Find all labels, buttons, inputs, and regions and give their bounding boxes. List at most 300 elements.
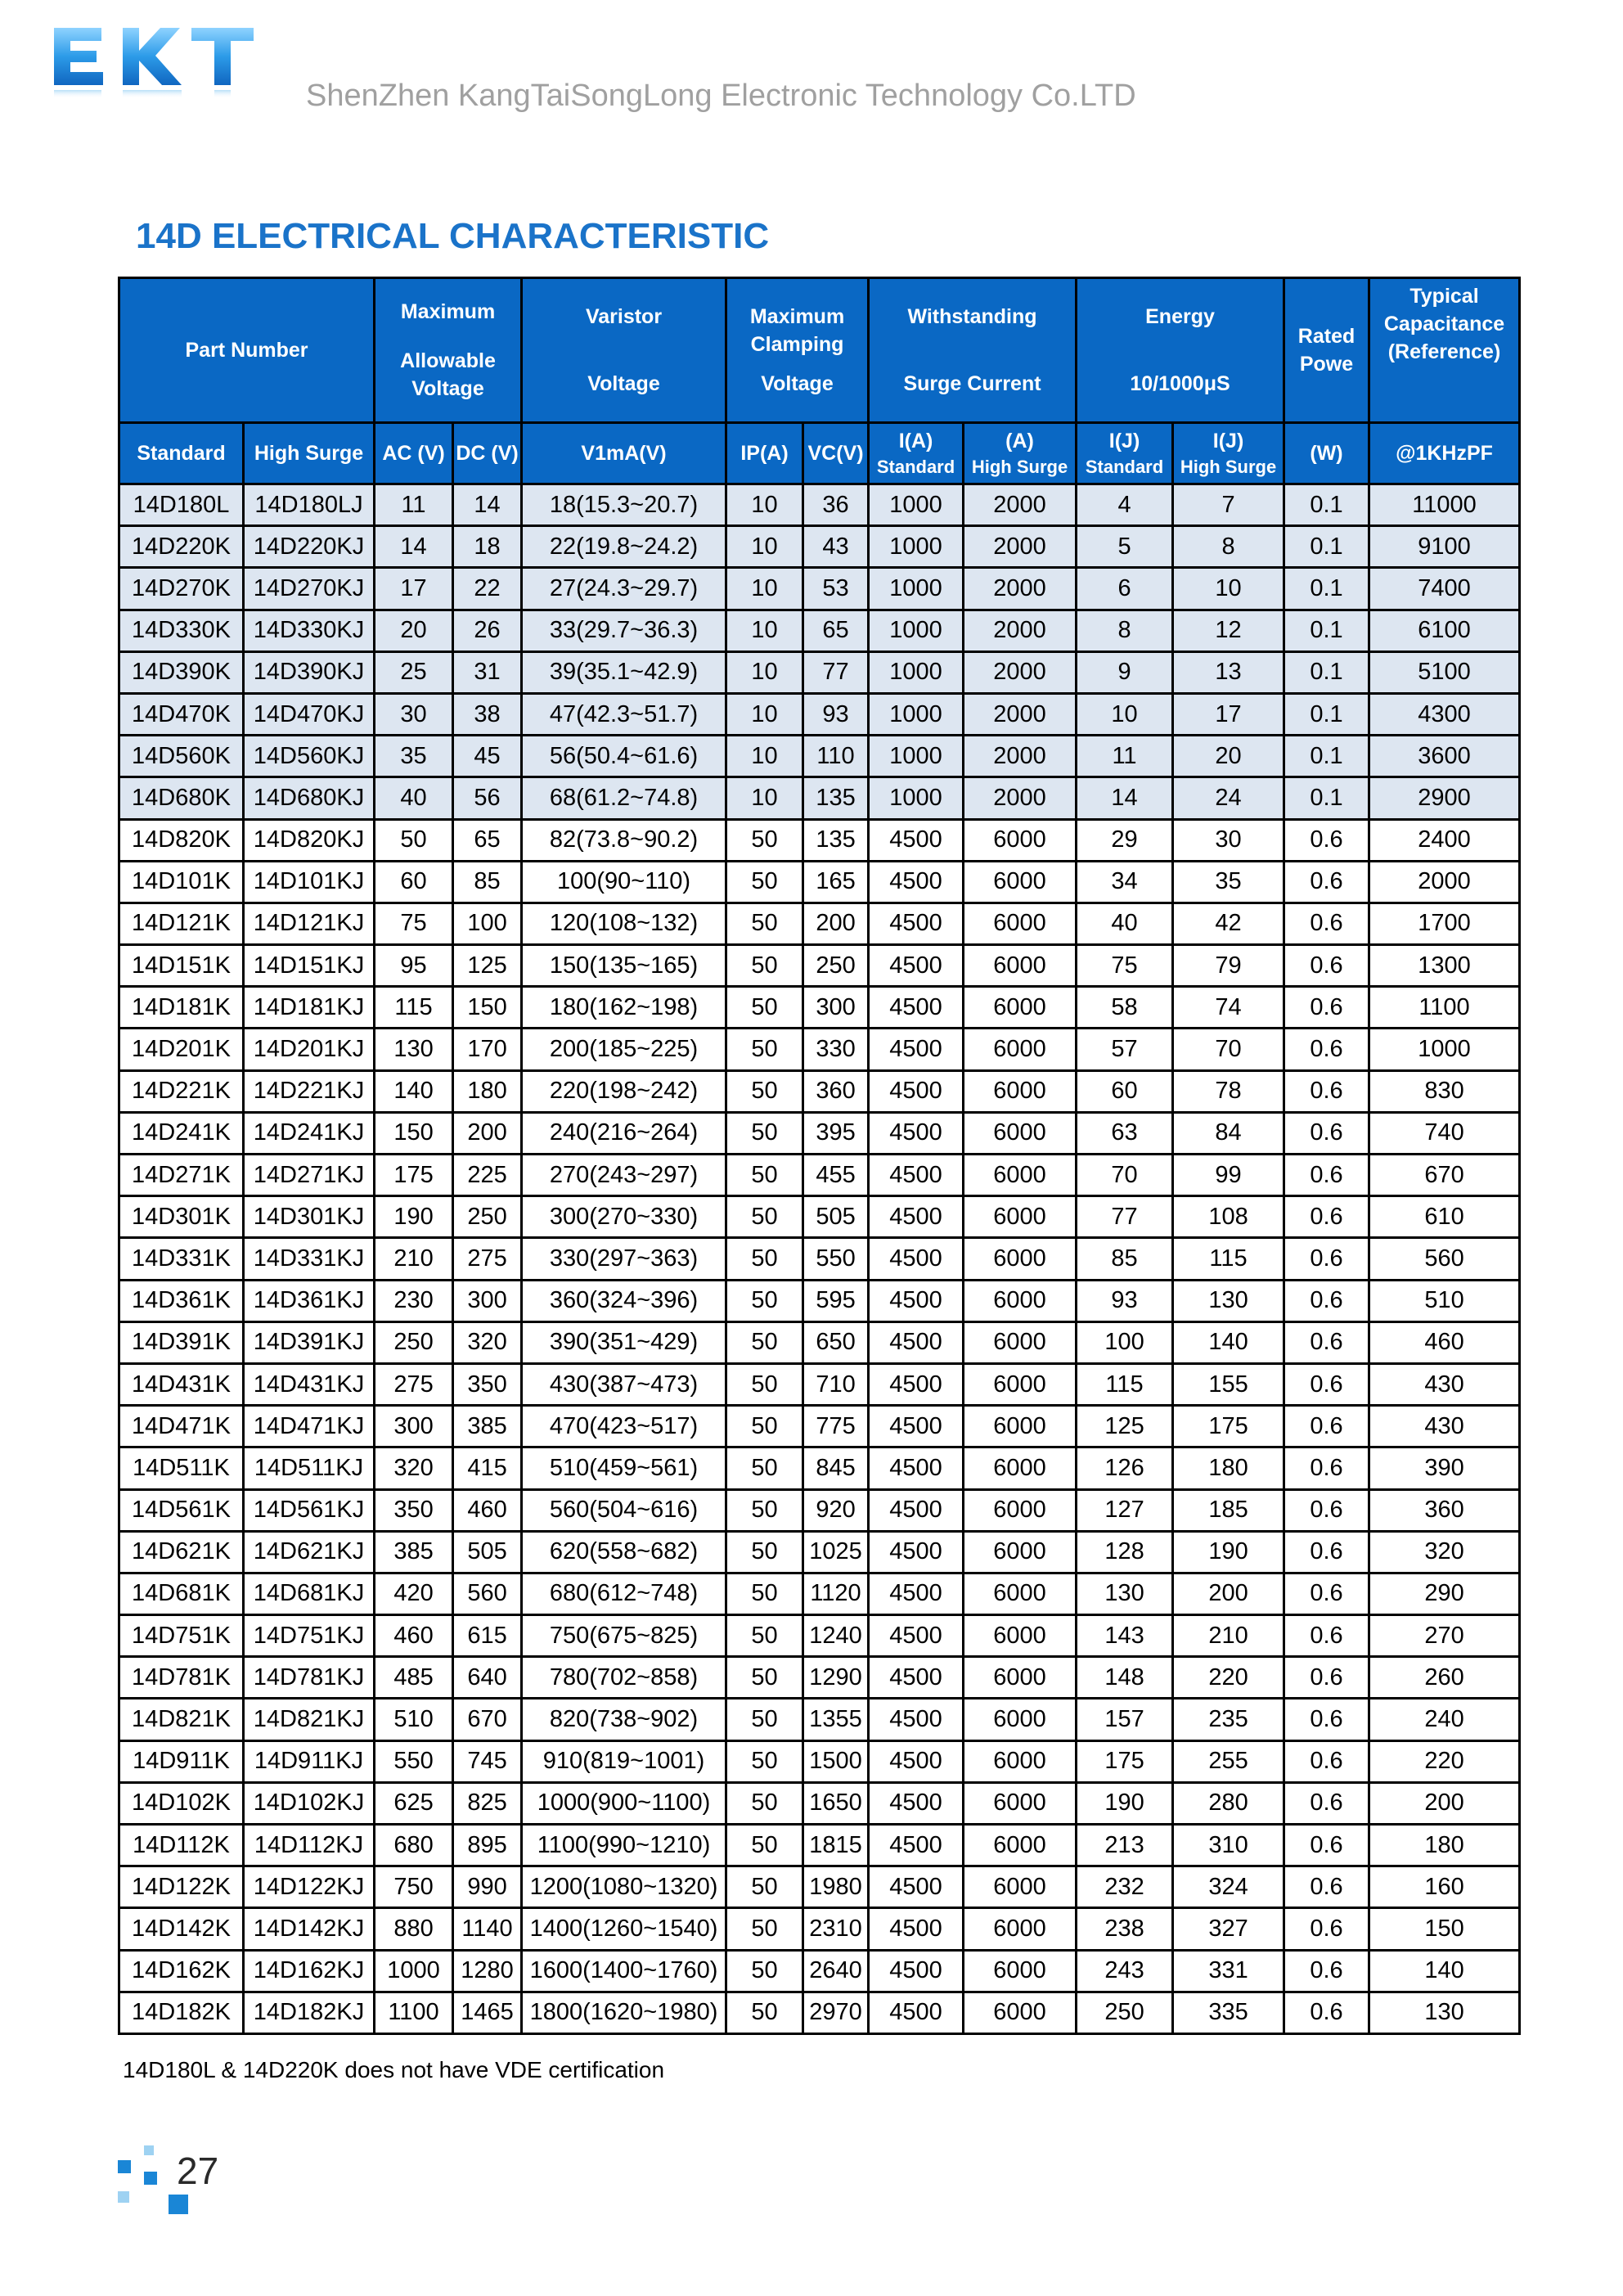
cell-ij-standard: 127 [1077,1489,1173,1531]
cell-capacitance: 510 [1369,1280,1520,1321]
cell-ip: 50 [726,1489,803,1531]
cell-ip: 50 [726,1908,803,1950]
cell-part-standard: 14D112K [119,1825,244,1866]
ekt-logo [47,23,260,121]
table-row [119,1573,1520,1614]
cell-rated-power: 0.1 [1284,651,1369,693]
cell-ij-high-surge: 175 [1173,1406,1284,1447]
header-withstanding-line1: Withstanding [907,305,1037,328]
table-row [119,1029,1520,1070]
cell-part-standard: 14D142K [119,1908,244,1950]
subheader-ij-high-surge-bottom: High Surge [1180,457,1277,477]
cell-ij-high-surge: 108 [1173,1196,1284,1238]
subheader-v1ma: V1mA(V) [522,423,726,484]
table-row [119,1238,1520,1280]
cell-vc: 2970 [803,1992,869,2033]
cell-varistor-voltage: 820(738~902) [522,1699,726,1740]
subheader-standard: Standard [119,423,244,484]
cell-ac-voltage: 35 [375,736,453,777]
cell-capacitance: 6100 [1369,610,1520,651]
cell-rated-power: 0.6 [1284,1029,1369,1070]
cell-part-high-surge: 14D781KJ [244,1657,375,1699]
cell-capacitance: 9100 [1369,526,1520,568]
cell-ij-high-surge: 324 [1173,1866,1284,1908]
cell-rated-power: 0.6 [1284,1155,1369,1196]
cell-ia-high-surge: 6000 [964,1070,1077,1112]
cell-ip: 50 [726,1740,803,1782]
table-row [119,1155,1520,1196]
cell-rated-power: 0.6 [1284,1280,1369,1321]
cell-ij-standard: 93 [1077,1280,1173,1321]
cell-ij-high-surge: 99 [1173,1155,1284,1196]
cell-ac-voltage: 385 [375,1531,453,1573]
cell-ia-high-surge: 6000 [964,987,1077,1029]
cell-dc-voltage: 460 [453,1489,522,1531]
cell-ip: 50 [726,1112,803,1154]
cell-ac-voltage: 11 [375,484,453,526]
cell-ia-standard: 4500 [869,819,964,861]
cell-varistor-voltage: 1800(1620~1980) [522,1992,726,2033]
cell-ac-voltage: 14 [375,526,453,568]
cell-ia-high-surge: 2000 [964,777,1077,819]
cell-capacitance: 140 [1369,1950,1520,1992]
cell-part-standard: 14D391K [119,1321,244,1363]
cell-ac-voltage: 50 [375,819,453,861]
cell-dc-voltage: 275 [453,1238,522,1280]
table-row [119,1992,1520,2033]
cell-part-standard: 14D122K [119,1866,244,1908]
cell-vc: 1980 [803,1866,869,1908]
cell-ia-standard: 1000 [869,526,964,568]
cell-dc-voltage: 505 [453,1531,522,1573]
header-clamping-line1: Maximum Clamping [749,305,845,356]
cell-ij-high-surge: 78 [1173,1070,1284,1112]
cell-ia-high-surge: 6000 [964,1740,1077,1782]
cell-part-high-surge: 14D142KJ [244,1908,375,1950]
cell-part-standard: 14D560K [119,736,244,777]
table-row [119,1363,1520,1405]
cell-ia-high-surge: 6000 [964,1280,1077,1321]
cell-rated-power: 0.6 [1284,1573,1369,1614]
cell-vc: 505 [803,1196,869,1238]
cell-vc: 135 [803,777,869,819]
cell-vc: 36 [803,484,869,526]
cell-vc: 53 [803,568,869,610]
cell-ij-standard: 125 [1077,1406,1173,1447]
cell-ac-voltage: 275 [375,1363,453,1405]
cell-varistor-voltage: 100(90~110) [522,861,726,903]
cell-ia-standard: 1000 [869,736,964,777]
cell-vc: 2640 [803,1950,869,1992]
cell-ac-voltage: 485 [375,1657,453,1699]
cell-vc: 250 [803,945,869,987]
cell-ia-high-surge: 6000 [964,1699,1077,1740]
cell-capacitance: 430 [1369,1406,1520,1447]
cell-vc: 550 [803,1238,869,1280]
cell-varistor-voltage: 82(73.8~90.2) [522,819,726,861]
cell-part-standard: 14D241K [119,1112,244,1154]
cell-rated-power: 0.6 [1284,945,1369,987]
cell-ip: 50 [726,1238,803,1280]
cell-part-high-surge: 14D431KJ [244,1363,375,1405]
cell-ij-standard: 5 [1077,526,1173,568]
cell-ac-voltage: 150 [375,1112,453,1154]
cell-ij-standard: 143 [1077,1615,1173,1657]
cell-dc-voltage: 150 [453,987,522,1029]
cell-part-high-surge: 14D911KJ [244,1740,375,1782]
cell-ij-standard: 63 [1077,1112,1173,1154]
cell-ia-standard: 4500 [869,1992,964,2033]
cell-capacitance: 11000 [1369,484,1520,526]
subheader-ia-standard [869,423,964,484]
cell-dc-voltage: 18 [453,526,522,568]
cell-part-high-surge: 14D220KJ [244,526,375,568]
cell-varistor-voltage: 1400(1260~1540) [522,1908,726,1950]
cell-part-high-surge: 14D101KJ [244,861,375,903]
cell-ia-standard: 4500 [869,861,964,903]
cell-ia-high-surge: 6000 [964,1950,1077,1992]
table-row [119,1866,1520,1908]
table-row [119,1112,1520,1154]
cell-part-high-surge: 14D471KJ [244,1406,375,1447]
cell-ip: 50 [726,1196,803,1238]
cell-ij-standard: 130 [1077,1573,1173,1614]
cell-vc: 77 [803,651,869,693]
header-max-allowable-line2: Allowable Voltage [400,349,496,400]
subheader-cap: @1KHzPF [1369,423,1520,484]
cell-capacitance: 240 [1369,1699,1520,1740]
cell-ac-voltage: 210 [375,1238,453,1280]
cell-ij-standard: 190 [1077,1782,1173,1824]
cell-ij-high-surge: 13 [1173,651,1284,693]
cell-capacitance: 2400 [1369,819,1520,861]
cell-part-standard: 14D431K [119,1363,244,1405]
cell-ia-high-surge: 6000 [964,1238,1077,1280]
cell-capacitance: 360 [1369,1489,1520,1531]
cell-ac-voltage: 20 [375,610,453,651]
cell-part-high-surge: 14D470KJ [244,693,375,735]
cell-rated-power: 0.1 [1284,610,1369,651]
cell-part-standard: 14D781K [119,1657,244,1699]
table-row [119,1908,1520,1950]
cell-ia-standard: 4500 [869,1657,964,1699]
cell-ij-high-surge: 200 [1173,1573,1284,1614]
cell-dc-voltage: 26 [453,610,522,651]
cell-ij-standard: 115 [1077,1363,1173,1405]
cell-dc-voltage: 320 [453,1321,522,1363]
cell-dc-voltage: 250 [453,1196,522,1238]
cell-rated-power: 0.6 [1284,1782,1369,1824]
cell-ia-standard: 1000 [869,651,964,693]
cell-varistor-voltage: 33(29.7~36.3) [522,610,726,651]
cell-part-standard: 14D331K [119,1238,244,1280]
cell-ia-high-surge: 2000 [964,736,1077,777]
cell-capacitance: 220 [1369,1740,1520,1782]
cell-ip: 50 [726,1657,803,1699]
cell-ia-high-surge: 6000 [964,903,1077,944]
cell-ac-voltage: 550 [375,1740,453,1782]
cell-ac-voltage: 40 [375,777,453,819]
cell-vc: 1500 [803,1740,869,1782]
cell-rated-power: 0.6 [1284,1489,1369,1531]
cell-rated-power: 0.6 [1284,1740,1369,1782]
cell-part-high-surge: 14D151KJ [244,945,375,987]
cell-part-standard: 14D471K [119,1406,244,1447]
cell-ij-high-surge: 7 [1173,484,1284,526]
cell-varistor-voltage: 22(19.8~24.2) [522,526,726,568]
table-row [119,484,1520,526]
table-row [119,945,1520,987]
table-row [119,1321,1520,1363]
cell-ia-standard: 4500 [869,1363,964,1405]
cell-capacitance: 270 [1369,1615,1520,1657]
cell-ij-high-surge: 17 [1173,693,1284,735]
cell-vc: 455 [803,1155,869,1196]
cell-part-high-surge: 14D182KJ [244,1992,375,2033]
cell-varistor-voltage: 430(387~473) [522,1363,726,1405]
cell-dc-voltage: 225 [453,1155,522,1196]
cell-ia-high-surge: 6000 [964,1657,1077,1699]
cell-varistor-voltage: 360(324~396) [522,1280,726,1321]
cell-varistor-voltage: 180(162~198) [522,987,726,1029]
cell-dc-voltage: 45 [453,736,522,777]
cell-ia-standard: 4500 [869,1029,964,1070]
cell-ac-voltage: 17 [375,568,453,610]
cell-rated-power: 0.6 [1284,819,1369,861]
cell-ij-high-surge: 235 [1173,1699,1284,1740]
cell-capacitance: 3600 [1369,736,1520,777]
cell-part-high-surge: 14D511KJ [244,1447,375,1489]
table-row [119,568,1520,610]
cell-dc-voltage: 100 [453,903,522,944]
cell-part-high-surge: 14D201KJ [244,1029,375,1070]
cell-part-standard: 14D270K [119,568,244,610]
cell-varistor-voltage: 1200(1080~1320) [522,1866,726,1908]
cell-ip: 10 [726,526,803,568]
cell-ia-high-surge: 6000 [964,1573,1077,1614]
cell-ia-high-surge: 6000 [964,1782,1077,1824]
subheader-ia-high-surge-bottom: High Surge [971,457,1068,477]
cell-varistor-voltage: 68(61.2~74.8) [522,777,726,819]
cell-part-standard: 14D390K [119,651,244,693]
subheader-ia-high-surge-top: (A) [1005,430,1034,452]
cell-varistor-voltage: 560(504~616) [522,1489,726,1531]
cell-part-standard: 14D220K [119,526,244,568]
cell-ac-voltage: 60 [375,861,453,903]
cell-varistor-voltage: 150(135~165) [522,945,726,987]
cell-ip: 50 [726,1321,803,1363]
header-withstanding-line2: Surge Current [903,372,1041,395]
cell-varistor-voltage: 330(297~363) [522,1238,726,1280]
cell-dc-voltage: 615 [453,1615,522,1657]
cell-ac-voltage: 140 [375,1070,453,1112]
cell-dc-voltage: 1280 [453,1950,522,1992]
cell-ip: 10 [726,568,803,610]
page-title: 14D ELECTRICAL CHARACTERISTIC [136,216,770,256]
cell-dc-voltage: 895 [453,1825,522,1866]
cell-dc-voltage: 38 [453,693,522,735]
header-varistor-line1: Varistor [585,305,663,328]
cell-vc: 43 [803,526,869,568]
cell-ia-high-surge: 2000 [964,484,1077,526]
cell-ip: 50 [726,1782,803,1824]
cell-vc: 1240 [803,1615,869,1657]
cell-rated-power: 0.1 [1284,484,1369,526]
cell-varistor-voltage: 270(243~297) [522,1155,726,1196]
cell-part-standard: 14D330K [119,610,244,651]
cell-ac-voltage: 880 [375,1908,453,1950]
table-row [119,1196,1520,1238]
cell-capacitance: 290 [1369,1573,1520,1614]
cell-ij-standard: 14 [1077,777,1173,819]
cell-part-standard: 14D821K [119,1699,244,1740]
cell-ij-high-surge: 185 [1173,1489,1284,1531]
cell-vc: 300 [803,987,869,1029]
cell-rated-power: 0.1 [1284,568,1369,610]
cell-part-high-surge: 14D621KJ [244,1531,375,1573]
cell-ij-high-surge: 335 [1173,1992,1284,2033]
cell-ij-standard: 77 [1077,1196,1173,1238]
cell-ia-high-surge: 6000 [964,1531,1077,1573]
cell-ip: 50 [726,903,803,944]
cell-ij-high-surge: 30 [1173,819,1284,861]
cell-rated-power: 0.1 [1284,736,1369,777]
cell-ip: 50 [726,987,803,1029]
cell-vc: 110 [803,736,869,777]
subheader-dc: DC (V) [453,423,522,484]
cell-dc-voltage: 200 [453,1112,522,1154]
cell-ij-high-surge: 180 [1173,1447,1284,1489]
cell-ij-high-surge: 155 [1173,1363,1284,1405]
cell-dc-voltage: 1465 [453,1992,522,2033]
table-row [119,777,1520,819]
cell-ia-standard: 4500 [869,1112,964,1154]
cell-ia-standard: 4500 [869,1447,964,1489]
table-row [119,1782,1520,1824]
cell-ij-standard: 11 [1077,736,1173,777]
cell-ij-standard: 126 [1077,1447,1173,1489]
cell-ip: 10 [726,777,803,819]
cell-part-high-surge: 14D301KJ [244,1196,375,1238]
cell-part-high-surge: 14D122KJ [244,1866,375,1908]
cell-ac-voltage: 75 [375,903,453,944]
cell-capacitance: 1300 [1369,945,1520,987]
cell-ij-high-surge: 220 [1173,1657,1284,1699]
cell-ij-standard: 40 [1077,903,1173,944]
header-rated-power: Rated Powe [1284,278,1369,423]
cell-rated-power: 0.6 [1284,1699,1369,1740]
cell-capacitance: 5100 [1369,651,1520,693]
cell-ij-standard: 213 [1077,1825,1173,1866]
cell-dc-voltage: 180 [453,1070,522,1112]
cell-ia-high-surge: 2000 [964,568,1077,610]
cell-ia-standard: 4500 [869,1866,964,1908]
cell-ip: 50 [726,1615,803,1657]
header-max-clamping-voltage [726,278,869,423]
cell-part-standard: 14D151K [119,945,244,987]
cell-dc-voltage: 31 [453,651,522,693]
table-row [119,1950,1520,1992]
cell-dc-voltage: 385 [453,1406,522,1447]
subheader-ac: AC (V) [375,423,453,484]
cell-dc-voltage: 14 [453,484,522,526]
cell-dc-voltage: 640 [453,1657,522,1699]
cell-vc: 920 [803,1489,869,1531]
cell-rated-power: 0.1 [1284,526,1369,568]
header-part-number: Part Number [119,278,375,423]
cell-part-high-surge: 14D560KJ [244,736,375,777]
cell-ip: 50 [726,1070,803,1112]
table-row [119,526,1520,568]
cell-rated-power: 0.6 [1284,1406,1369,1447]
cell-ip: 50 [726,1363,803,1405]
cell-ip: 50 [726,1155,803,1196]
cell-varistor-voltage: 200(185~225) [522,1029,726,1070]
cell-ij-high-surge: 84 [1173,1112,1284,1154]
cell-ia-standard: 4500 [869,1406,964,1447]
cell-ij-high-surge: 210 [1173,1615,1284,1657]
cell-ij-high-surge: 74 [1173,987,1284,1029]
cell-part-standard: 14D511K [119,1447,244,1489]
cell-ij-high-surge: 327 [1173,1908,1284,1950]
cell-part-high-surge: 14D112KJ [244,1825,375,1866]
cell-part-high-surge: 14D271KJ [244,1155,375,1196]
subheader-ij-standard-top: I(J) [1108,430,1140,452]
cell-part-standard: 14D182K [119,1992,244,2033]
cell-vc: 200 [803,903,869,944]
table-body [119,484,1520,2034]
cell-ia-standard: 1000 [869,777,964,819]
cell-ac-voltage: 300 [375,1406,453,1447]
cell-part-standard: 14D680K [119,777,244,819]
cell-rated-power: 0.6 [1284,1196,1369,1238]
cell-ia-standard: 4500 [869,1740,964,1782]
cell-part-standard: 14D361K [119,1280,244,1321]
cell-ac-voltage: 750 [375,1866,453,1908]
cell-capacitance: 150 [1369,1908,1520,1950]
cell-ia-high-surge: 6000 [964,1908,1077,1950]
table-row [119,1280,1520,1321]
cell-rated-power: 0.6 [1284,1070,1369,1112]
cell-varistor-voltage: 910(819~1001) [522,1740,726,1782]
cell-ac-voltage: 25 [375,651,453,693]
cell-ia-standard: 4500 [869,1321,964,1363]
cell-ij-standard: 4 [1077,484,1173,526]
cell-ij-high-surge: 10 [1173,568,1284,610]
cell-ac-voltage: 95 [375,945,453,987]
cell-dc-voltage: 65 [453,819,522,861]
cell-ip: 50 [726,1531,803,1573]
cell-part-high-surge: 14D751KJ [244,1615,375,1657]
cell-capacitance: 180 [1369,1825,1520,1866]
cell-rated-power: 0.6 [1284,903,1369,944]
cell-ij-high-surge: 35 [1173,861,1284,903]
cell-ac-voltage: 625 [375,1782,453,1824]
cell-capacitance: 2000 [1369,861,1520,903]
cell-dc-voltage: 1140 [453,1908,522,1950]
table-row [119,651,1520,693]
cell-ac-voltage: 1100 [375,1992,453,2033]
cell-ia-standard: 1000 [869,610,964,651]
cell-rated-power: 0.6 [1284,1363,1369,1405]
cell-ij-high-surge: 310 [1173,1825,1284,1866]
cell-ia-standard: 4500 [869,1531,964,1573]
header-varistor-voltage [522,278,726,423]
cell-ia-standard: 4500 [869,1070,964,1112]
cell-ia-high-surge: 6000 [964,1406,1077,1447]
header-max-allowable-line1: Maximum [400,300,496,323]
cell-ac-voltage: 175 [375,1155,453,1196]
